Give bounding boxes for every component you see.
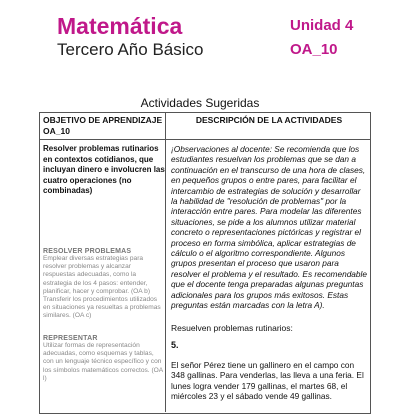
problems-intro: Resuelven problemas rutinarios: — [171, 323, 293, 333]
skill-heading: REPRESENTAR — [43, 335, 98, 342]
teacher-observation: ¡Observaciones al docente: Se recomienda que los estudiantes resuelvan los problemas que se dan a continuación en el transcurso de una hora de clases, en pequeños grupos o entre pares, para facilitar el intercambio de estrategias de solución y desarrollar la habilidad de "resolución de problemas" por la interacción entre pares. Para modelar las diferentes situaciones, se pide a los alumnos utilizar material concreto o representaciones pictóricas y registrar el proceso en forma simbólica, aplicar estrategias de cálculo o el algoritmo correspondiente. Algunos grupos presentan el proceso que usaron para resolver el problema y el resultado. Es recomendable que el docente tenga preparadas algunas preguntas adicionales para los grupos más exitosos. Estas preguntas están marcadas con la letra A). — [171, 144, 367, 311]
description-column-header: DESCRIPCIÓN DE LA ACTIVIDADES — [195, 115, 343, 125]
table-column-divider — [165, 112, 166, 412]
section-title: Actividades Sugeridas — [140, 96, 260, 110]
table-header-divider — [39, 139, 370, 140]
skill-heading: RESOLVER PROBLEMAS — [43, 248, 132, 255]
skill-block-resolver — [43, 248, 165, 321]
problem-number: 5. — [171, 340, 179, 350]
unit-label: Unidad 4 — [290, 17, 354, 34]
oa-label: OA_10 — [290, 41, 338, 58]
objective-column-header: OBJETIVO DE APRENDIZAJE OA_10 — [43, 115, 163, 136]
skill-text: Emplear diversas estrategias para resolver problemas y alcanzar respuestas adecuadas, como la estrategia de los 4 pasos: entender, planificar, hacer y comprobar. (OA b) Transferir los procedimientos utilizados en situaciones ya resueltas a problemas similares. (OA c) — [43, 255, 161, 320]
subject-title: Matemática — [57, 13, 183, 39]
skill-block-representar — [43, 335, 165, 383]
skill-text: Utilizar formas de representación adecuadas, como esquemas y tablas, con un lenguaje técnico específico y con los símbolos matemáticos correctos. (OA l) — [43, 342, 163, 382]
problem-text: El señor Pérez tiene un gallinero en el campo con 348 gallinas. Para venderlas, las lleva a una feria. El lunes logra vender 179 gallinas, el martes 68, el miércoles 23 y el sábado vende 49 gallinas. — [171, 360, 364, 402]
learning-objective: Resolver problemas rutinarios en contextos cotidianos, que incluyan dinero e involucren las cuatro operaciones (no combinadas) — [43, 144, 165, 195]
grade-subtitle: Tercero Año Básico — [57, 40, 204, 59]
